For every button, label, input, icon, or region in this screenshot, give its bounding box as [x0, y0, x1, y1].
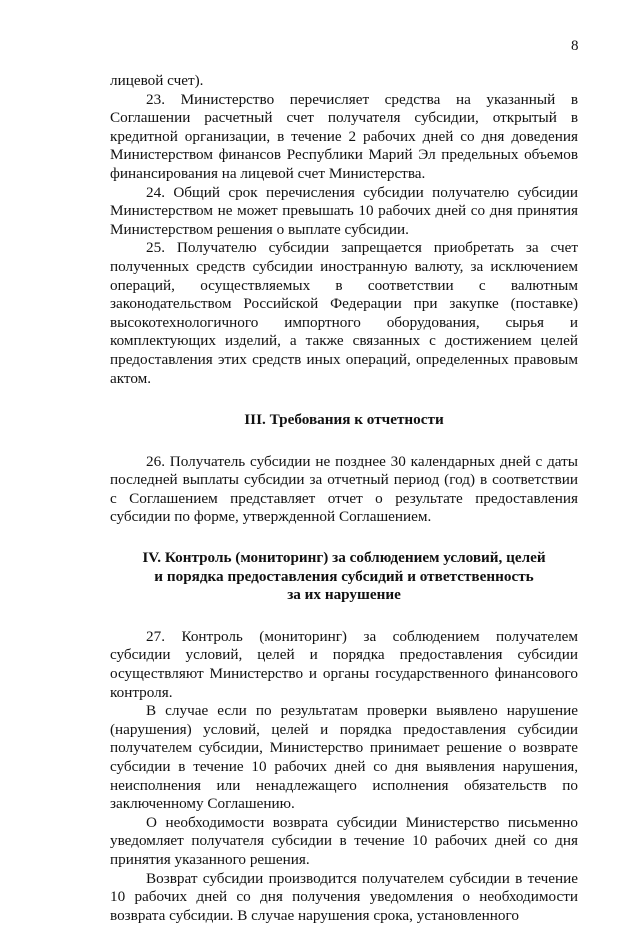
section-4-heading-line: IV. Контроль (мониторинг) за соблюдением условий, целей: [142, 549, 546, 567]
document-body: [110, 72, 578, 925]
paragraph-refund: Возврат субсидии производится получателем субсидии в течение 10 рабочих дней со дня получения уведомления о необходимости возврата субсидии. В случае нарушения срока, установленного: [110, 869, 578, 924]
paragraph-26: 26. Получатель субсидии не позднее 30 календарных дней с даты последней выплаты субсидии за отчетный период (год) в соответствии с Соглашением представляет отчет о результате предоставления субсидии по форме, утвержденной Соглашением.: [110, 452, 578, 526]
page-number: 8: [571, 38, 579, 54]
section-4-heading-line: за их нарушение: [287, 586, 401, 604]
section-3-heading-block: [110, 411, 578, 430]
paragraph-24: 24. Общий срок перечисления субсидии получателю субсидии Министерством не может превышать 10 рабочих дней со дня принятия Министерством решения о выплате субсидии.: [110, 183, 578, 238]
section-4-heading-block: [110, 549, 578, 605]
paragraph-notification: О необходимости возврата субсидии Министерство письменно уведомляет получателя субсидии в течение 10 рабочих дней со дня принятия указанного решения.: [110, 813, 578, 868]
paragraph-continuation: лицевой счет).: [110, 72, 204, 89]
paragraph-27: 27. Контроль (мониторинг) за соблюдением получателем субсидии условий, целей и порядка предоставления субсидии осуществляют Министерство и органы государственного финансового контроля.: [110, 627, 578, 701]
section-3-heading: III. Требования к отчетности: [244, 411, 444, 429]
paragraph-23: 23. Министерство перечисляет средства на указанный в Соглашении расчетный счет получателя субсидии, открытый в кредитной организации, в течение 2 рабочих дней со дня доведения Министерством финансов Республики Марий Эл предельных объемов финансирования на лицевой счет Министерства.: [110, 90, 578, 182]
paragraph-25: 25. Получателю субсидии запрещается приобретать за счет полученных средств субсидии иностранную валюту, за исключением операций, осуществляемых в соответствии с валютным законодательством Российской Федерации при закупке (поставке) высокотехнологичного импортного оборудования, сырья и комплектующих изделий, а также связанных с достижением целей предоставления этих средств иных операций, определенных правовым актом.: [110, 239, 578, 387]
section-4-heading: [110, 549, 578, 605]
paragraph-violation: В случае если по результатам проверки выявлено нарушение (нарушения) условий, целей и порядка предоставления субсидии получателем субсидии, Министерство принимает решение о возврате субсидии в течение 10 рабочих дней со дня выявления нарушения, неисполнения или ненадлежащего исполнения обязательств по заключенному Соглашению.: [110, 702, 578, 813]
section-4-heading-line: и порядка предоставления субсидий и ответственность: [154, 567, 534, 585]
